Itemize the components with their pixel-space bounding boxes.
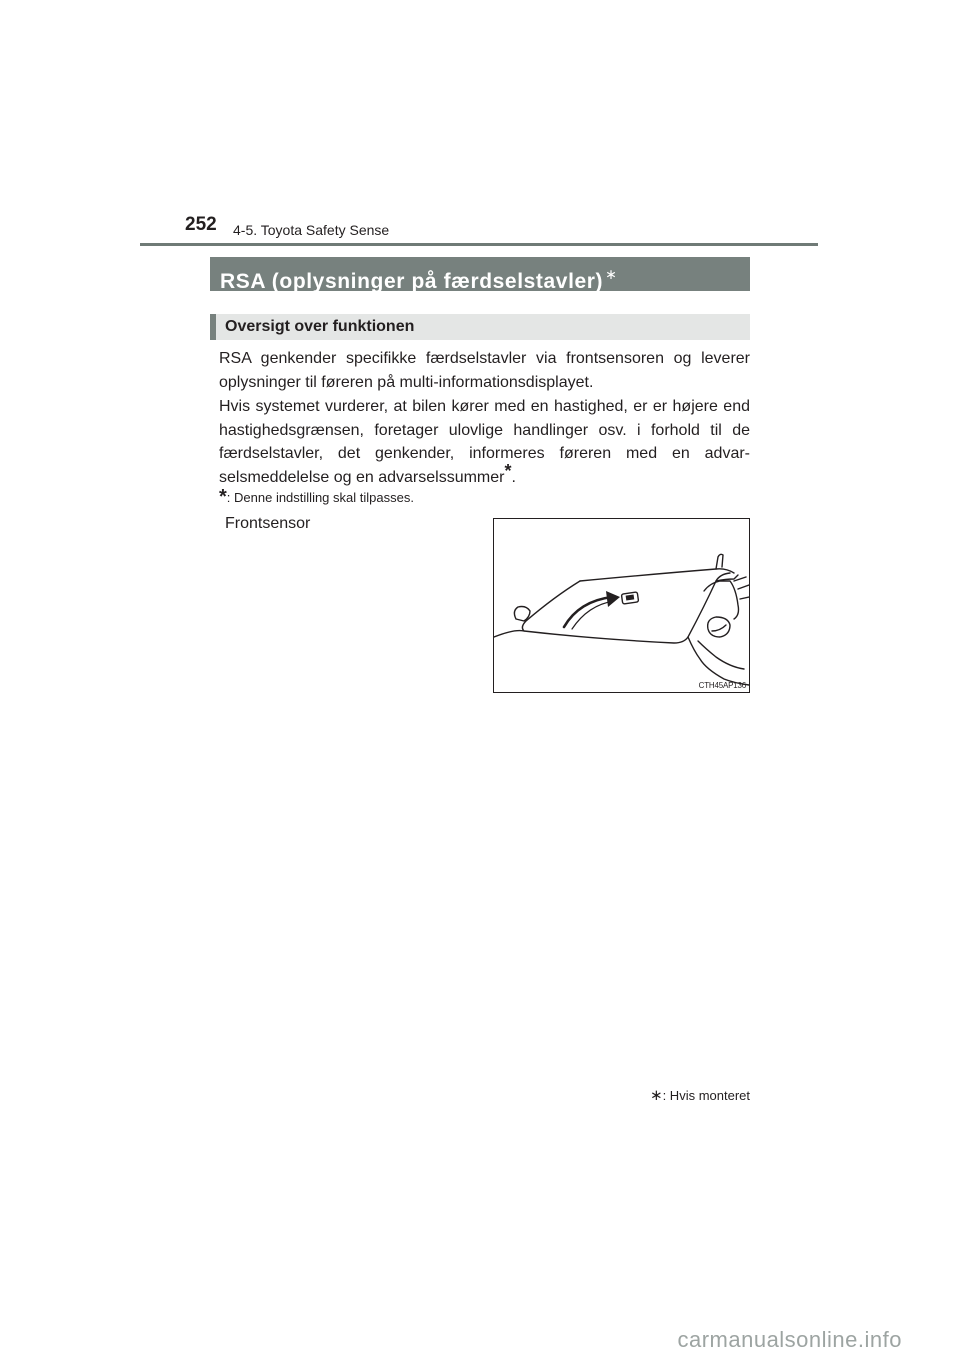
footnote — [219, 486, 414, 509]
figure-code: CTH45AP136 — [698, 681, 746, 690]
figure-label: Frontsensor — [225, 515, 311, 532]
footer-marker: ∗ — [650, 1087, 663, 1104]
page-number: 252 — [185, 214, 217, 235]
footer-note-text: : Hvis monteret — [662, 1088, 750, 1103]
section-title-bar — [210, 257, 750, 291]
paragraph-1: RSA genkender specifikke færdselstavler via frontsensoren og leverer oplysninger til føreren på multi-informationsdisplayet. — [219, 350, 750, 391]
chapter-title: 4-5. Toyota Safety Sense — [233, 222, 390, 238]
paragraph-2-marker: * — [504, 460, 512, 481]
header-rule — [140, 243, 818, 246]
footnote-marker: * — [219, 486, 227, 508]
car-windshield-front-sensor-illustration — [494, 519, 749, 692]
section-title-marker: ∗ — [605, 266, 618, 282]
subsection-title: Oversigt over funktionen — [210, 314, 750, 340]
footer-note — [650, 1086, 750, 1104]
paragraph-2-text: Hvis systemet vurderer, at bilen kører med en hastighed, er er højere end hastighedsgrænsen, foretager ulovlige handlinger osv. i forhold til de færdselstavler, det genkender, informeres føreren med en advar-selsmeddelelse og en advarselssummer — [219, 398, 750, 486]
paragraph-2 — [219, 395, 750, 489]
figure — [493, 518, 750, 693]
section-title: RSA (oplysninger på færdselstavler) — [220, 270, 604, 293]
footnote-text: : Denne indstilling skal tilpasses. — [226, 490, 414, 505]
paragraph-2-end: . — [511, 468, 516, 486]
watermark: carmanualsonline.info — [677, 1327, 902, 1352]
